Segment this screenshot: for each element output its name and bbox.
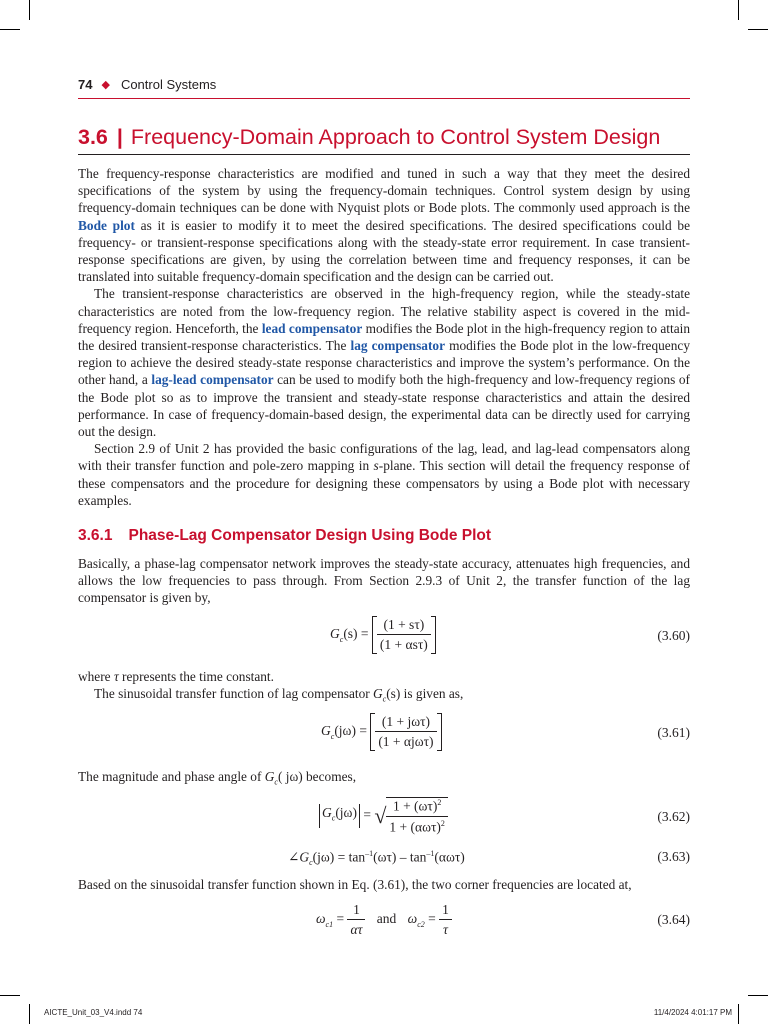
and-text: and xyxy=(376,911,397,927)
footer-file: AICTE_Unit_03_V4.indd 74 xyxy=(44,1008,143,1017)
crop-mark xyxy=(29,1004,30,1024)
text: modifies the Bode plot in the high-frequency region to attain the desired transient-response characteristics. The xyxy=(78,320,690,354)
denominator: (1 + αsτ) xyxy=(379,637,428,652)
crop-mark xyxy=(0,29,20,30)
section-number: 3.6 xyxy=(78,125,108,149)
running-header xyxy=(78,77,690,95)
keyword-lag-lead-compensator: lag-lead compensator xyxy=(151,372,274,388)
where-line xyxy=(78,668,690,685)
crop-mark xyxy=(748,995,768,996)
paragraph-3 xyxy=(78,440,690,509)
text: 1 + (αωτ) xyxy=(389,819,441,834)
page-number: 74 xyxy=(78,77,93,92)
equation-3-63 xyxy=(78,849,690,867)
fraction xyxy=(347,902,365,938)
symbol: ω xyxy=(316,911,326,927)
crop-mark xyxy=(29,0,30,20)
equation-number: (3.61) xyxy=(657,725,690,740)
equation-number: (3.63) xyxy=(657,849,690,864)
equation-body xyxy=(316,902,452,938)
numerator: (1 + sτ) xyxy=(377,617,431,635)
symbol: G xyxy=(264,769,275,784)
crop-mark xyxy=(738,0,739,20)
body-text xyxy=(78,165,690,509)
denominator xyxy=(439,920,452,938)
text: The sinusoidal transfer function of lag compensator xyxy=(94,686,374,701)
text: modifies the Bode plot in the low-frequency region to achieve the desired steady-state response characteristics and improve the system’s performance. On the other hand, a xyxy=(78,338,690,388)
denominator: (1 + αjωτ) xyxy=(378,734,434,749)
subsection-title: Phase-Lag Compensator Design Using Bode Plot xyxy=(128,527,492,544)
numerator: (1 + jωτ) xyxy=(375,714,436,732)
equation-3-61 xyxy=(78,713,690,755)
fraction xyxy=(386,797,448,835)
denominator xyxy=(386,817,448,836)
text: where xyxy=(78,669,114,684)
text: ατ xyxy=(350,922,363,937)
subsection-number: 3.6.1 xyxy=(78,527,113,544)
text: Based on the sinusoidal transfer function shown in Eq. (3.61), the two corner frequencies are located at, xyxy=(78,877,632,892)
symbol: G xyxy=(299,849,310,865)
running-title: Control Systems xyxy=(120,77,217,92)
subscript: c xyxy=(330,731,335,741)
text: 1 + (ωτ) xyxy=(392,798,438,814)
symbol-s: s xyxy=(373,458,379,474)
symbol: G xyxy=(330,626,340,642)
magnitude-line xyxy=(78,768,690,791)
text: (αωτ) xyxy=(434,849,465,865)
subscript: c xyxy=(309,858,313,868)
paragraph-1 xyxy=(78,165,690,285)
text: becomes, xyxy=(302,769,357,784)
text: (ωτ) – tan xyxy=(373,849,427,865)
section-separator: | xyxy=(116,125,123,149)
equation-body xyxy=(319,797,448,835)
equals: = xyxy=(428,911,436,927)
paragraph-4 xyxy=(78,555,690,607)
symbol: G xyxy=(322,805,332,821)
crop-mark xyxy=(738,1004,739,1024)
bracket-right xyxy=(431,616,436,654)
equation-body xyxy=(330,616,436,654)
text: as it is easier to modify it to meet the desired specifications. The desired specifications could be frequency- or transient-response specifications along with the steady-state error requirement. In case transient-response specifications are given, by using the correlation between time and frequency responses, it can be translated into suitable frequency-domain specification and the design can be carried out. xyxy=(78,217,690,285)
text: (jω) xyxy=(335,805,357,821)
corner-line xyxy=(78,876,690,893)
text: is given as, xyxy=(400,686,464,701)
numerator xyxy=(386,798,448,817)
equation-3-64 xyxy=(78,902,690,944)
header-rule xyxy=(78,98,690,99)
footer-timestamp: 11/4/2024 4:01:17 PM xyxy=(653,1008,732,1017)
text: can be used to modify both the high-frequency and low-frequency regions of the Bode plot so as to improve the transient and steady-state response characteristics and attain the desired performance. In case of frequency-domain-based design, the experimental data can be directly used for carrying out the design. xyxy=(78,372,691,440)
exponent: 2 xyxy=(440,818,445,828)
text: Basically, a phase-lag compensator network improves the steady-state accuracy, attenuates high frequencies, and allows the low frequencies to pass through. From Section 2.9.3 of Unit 2, the transfer function of the lag compensator is given by, xyxy=(78,556,690,606)
section-heading xyxy=(78,125,690,150)
subscript: c xyxy=(382,694,387,704)
text: (jω) = tan xyxy=(312,849,366,865)
fraction xyxy=(377,617,431,653)
section-title: Frequency-Domain Approach to Control System Design xyxy=(130,125,661,149)
text: (jω) = xyxy=(334,723,367,739)
keyword-lag-compensator: lag compensator xyxy=(350,338,445,354)
exponent: –1 xyxy=(426,849,435,858)
text: (s) xyxy=(386,686,401,701)
equation-number: (3.62) xyxy=(657,809,690,824)
text: τ xyxy=(443,922,448,937)
title-rule xyxy=(78,154,690,155)
equation-3-62 xyxy=(78,797,690,839)
equation-number: (3.60) xyxy=(657,628,690,643)
equation-3-60 xyxy=(78,616,690,658)
text: The magnitude and phase angle of xyxy=(78,769,265,784)
text: The transient-response characteristics are observed in the high-frequency region, while the steady-state characteristics are noted from the low-frequency region. The relative stability aspect is covered in the mid-frequency region. Henceforth, the xyxy=(78,286,690,336)
subscript: c xyxy=(339,634,344,644)
crop-mark xyxy=(0,995,20,996)
symbol: G xyxy=(373,686,383,701)
keyword-lead-compensator: lead compensator xyxy=(261,320,363,336)
equals: = xyxy=(363,807,371,823)
equation-body xyxy=(321,713,442,751)
sinusoidal-line xyxy=(78,685,690,708)
numerator: 1 xyxy=(439,902,452,920)
sqrt-icon: √ xyxy=(374,803,387,828)
paragraph-2 xyxy=(78,285,690,440)
equation-body xyxy=(288,849,465,867)
exponent: –1 xyxy=(365,849,374,858)
text: represents the time constant. xyxy=(118,669,274,684)
numerator: 1 xyxy=(347,902,365,920)
fraction xyxy=(439,902,452,938)
crop-mark xyxy=(748,29,768,30)
subscript: c xyxy=(274,777,278,787)
subsection-heading xyxy=(78,527,690,545)
subscript: c xyxy=(331,813,336,823)
symbol-tau: τ xyxy=(113,669,119,684)
equals: = xyxy=(336,911,345,927)
denominator xyxy=(347,920,365,938)
exponent: 2 xyxy=(437,798,442,807)
diamond-icon: ◆ xyxy=(101,79,110,91)
text: Section 2.9 of Unit 2 has provided the basic configurations of the lag, lead, and lag-lead compensators along with their transfer function and pole-zero mapping in xyxy=(78,441,690,474)
fraction xyxy=(375,714,436,750)
text: ( jω) xyxy=(277,769,303,784)
text: The frequency-response characteristics are modified and tuned in such a way that they meet the desired specifications of the system by using the frequency-domain techniques. Control system design by using frequency-domain techniques can be done with Nyquist plots or Bode plots. The commonly used approach is the xyxy=(78,166,690,216)
subscript: c1 xyxy=(325,919,334,929)
angle-icon: ∠ xyxy=(288,849,300,865)
text: (s) = xyxy=(343,626,369,642)
symbol: G xyxy=(321,723,331,739)
bracket-right xyxy=(437,713,442,751)
subscript: c2 xyxy=(417,919,425,929)
keyword-bode-plot: Bode plot xyxy=(78,217,135,233)
equation-number: (3.64) xyxy=(657,912,690,927)
text: -plane. This section will detail the frequency response of these compensators and the procedure for designing these compensators by using a Bode plot with necessary examples. xyxy=(78,458,690,508)
absolute-value xyxy=(319,804,360,828)
symbol: ω xyxy=(407,911,418,927)
